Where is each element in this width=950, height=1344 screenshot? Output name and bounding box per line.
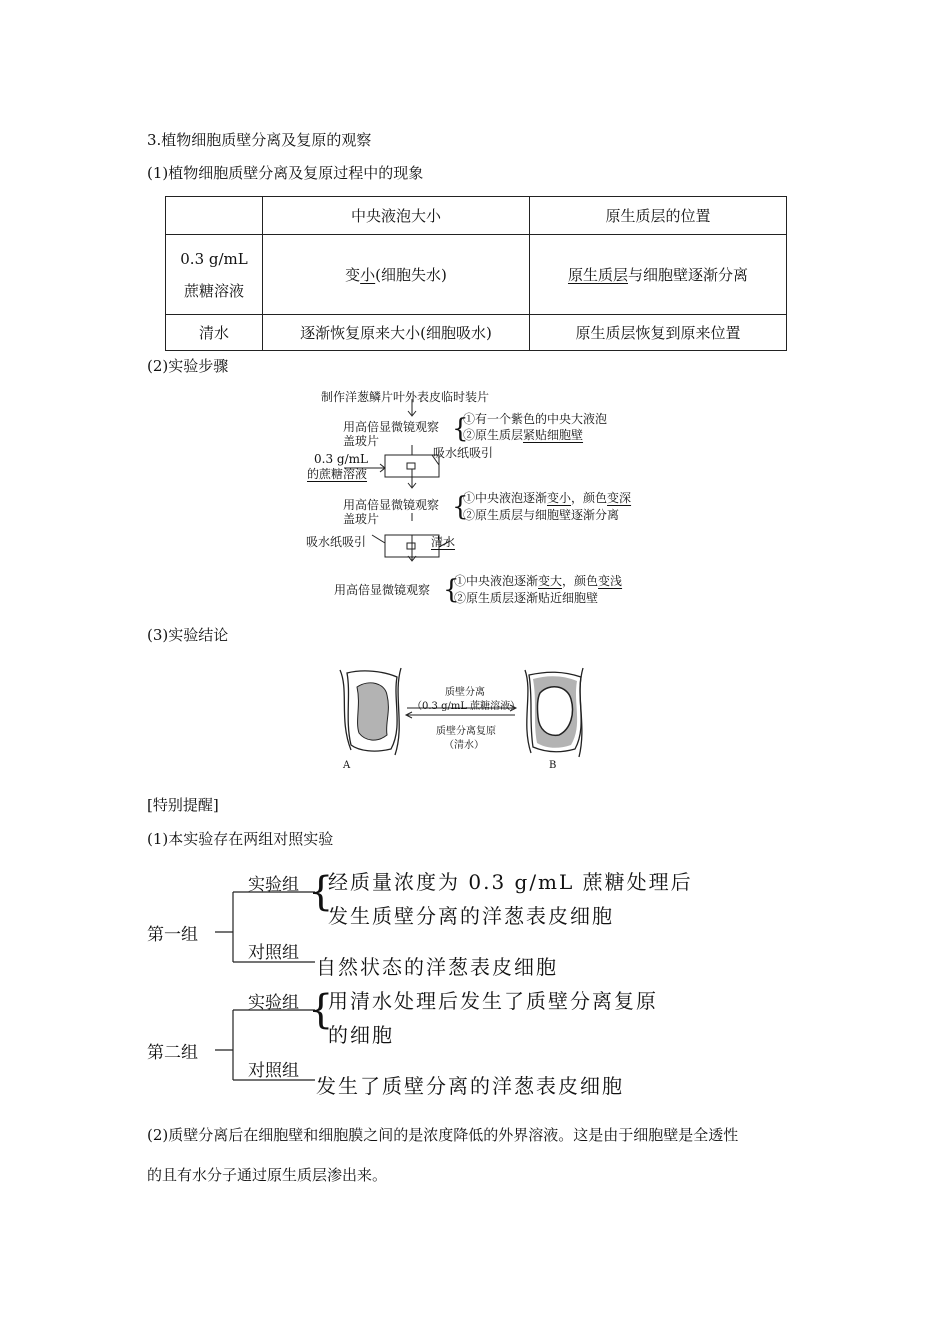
flow-sucrose-2: 的蔗糖溶液 — [307, 467, 368, 481]
flow-obs2-a-mid: ，颜色 — [571, 491, 608, 505]
flow-absorb-left: 吸水纸吸引 — [306, 535, 367, 549]
row1-label-line2: 蔗糖溶液 — [183, 281, 244, 300]
subsection-1-title: (1)植物细胞质壁分离及复原过程中的现象 — [147, 164, 424, 182]
group-1-experimental-line2: 发生质壁分离的洋葱表皮细胞 — [328, 904, 614, 928]
row1-vacuole — [263, 235, 530, 315]
conclusion-label-a: A — [343, 760, 351, 771]
group-2-experimental-line1: 用清水处理后发生了质壁分离复原 — [328, 989, 658, 1013]
row1-position-post: 与细胞壁逐渐分离 — [628, 266, 749, 284]
flow-observe-2: 用高倍显微镜观察 — [343, 498, 440, 512]
row2-position: 原生质层恢复到原来位置 — [530, 315, 787, 351]
reminder-2-line2: 的且有水分子通过原生质层渗出来。 — [147, 1166, 388, 1184]
flow-obs2-a-underlined-1: 变小 — [547, 491, 572, 505]
flow-obs3-a-underlined-1: 变大 — [538, 574, 563, 588]
flow-obs1-b — [463, 428, 583, 443]
conclusion-top-2: （0.3 g/mL 蔗糖溶液） — [412, 701, 521, 712]
flow-observe-1: 用高倍显微镜观察 — [343, 420, 440, 434]
group-1-experimental: 实验组 — [248, 875, 299, 895]
table-header-position: 原生质层的位置 — [530, 197, 787, 235]
flow-obs1-a: ①有一个紫色的中央大液泡 — [463, 412, 608, 426]
flow-observe-3: 用高倍显微镜观察 — [334, 583, 431, 597]
conclusion-bottom-1: 质壁分离复原 — [436, 726, 496, 737]
special-reminder: [特别提醒] — [147, 796, 219, 814]
brace-icon: { — [452, 492, 469, 522]
row1-position — [530, 235, 787, 315]
table-header-vacuole: 中央液泡大小 — [263, 197, 530, 235]
row1-vacuole-post: (细胞失水) — [375, 266, 447, 284]
row1-vacuole-underlined: 小 — [360, 266, 376, 284]
subsection-2-title: (2)实验步骤 — [147, 357, 229, 375]
row1-label — [166, 235, 263, 315]
group-2-control-text: 发生了质壁分离的洋葱表皮细胞 — [316, 1074, 624, 1098]
group-2-experimental-line2: 的细胞 — [328, 1023, 394, 1047]
flow-obs3-b: ②原生质层逐渐贴近细胞壁 — [454, 591, 599, 605]
conclusion-bottom-2: （清水） — [444, 740, 484, 751]
flow-obs1-b-pre: ②原生质层 — [463, 428, 524, 442]
conclusion-top-1: 质壁分离 — [445, 687, 485, 698]
row1-label-line1: 0.3 g/mL — [180, 249, 248, 268]
group-1: 第一组 — [147, 925, 198, 945]
flow-obs3-a-underlined-2: 变浅 — [598, 574, 623, 588]
flow-step-make-slide: 制作洋葱鳞片叶外表皮临时装片 — [321, 390, 490, 404]
group-1-control: 对照组 — [248, 943, 299, 963]
group-2-control: 对照组 — [248, 1061, 299, 1081]
row1-vacuole-pre: 变 — [345, 266, 361, 284]
flow-obs3-a-pre: ①中央液泡逐渐 — [454, 574, 539, 588]
group-1-experimental-line1: 经质量浓度为 0.3 g/mL 蔗糖处理后 — [328, 870, 693, 894]
reminder-1: (1)本实验存在两组对照实验 — [147, 830, 334, 848]
group-2: 第二组 — [147, 1043, 198, 1063]
flow-obs2-b: ②原生质层与细胞壁逐渐分离 — [463, 508, 620, 522]
section-title: 3.植物细胞质壁分离及复原的观察 — [147, 131, 372, 149]
table-header-empty — [166, 197, 263, 235]
brace-icon: { — [443, 575, 460, 605]
flow-absorb-right: 吸水纸吸引 — [433, 446, 494, 460]
flow-obs3-a — [454, 574, 622, 589]
cell-b-protoplast — [537, 687, 572, 736]
cell-a-shrunken-protoplast — [357, 683, 388, 740]
phenomena-table — [165, 196, 787, 351]
conclusion-label-b: B — [549, 760, 557, 771]
row2-label: 清水 — [166, 315, 263, 351]
brace-icon: { — [308, 987, 334, 1033]
subsection-3-title: (3)实验结论 — [147, 626, 229, 644]
row1-position-underlined: 原生质层 — [567, 266, 628, 284]
flow-obs3-a-mid: ，颜色 — [562, 574, 599, 588]
flow-sucrose-1: 0.3 g/mL — [314, 452, 368, 466]
group-1-control-text: 自然状态的洋葱表皮细胞 — [316, 955, 558, 979]
flow-cover-slip-2: 盖玻片 — [343, 512, 380, 526]
reminder-2-line1: (2)质壁分离后在细胞壁和细胞膜之间的是浓度降低的外界溶液。这是由于细胞壁是全透性 — [147, 1126, 739, 1144]
flow-obs2-a — [463, 491, 631, 506]
group-2-experimental: 实验组 — [248, 993, 299, 1013]
flow-water: 清水 — [431, 535, 456, 549]
flow-obs2-a-underlined-2: 变深 — [607, 491, 632, 505]
row2-vacuole: 逐渐恢复原来大小(细胞吸水) — [263, 315, 530, 351]
brace-icon: { — [308, 869, 334, 915]
brace-icon: { — [452, 414, 469, 444]
flow-obs2-a-pre: ①中央液泡逐渐 — [463, 491, 548, 505]
groups-bracket-lines — [140, 860, 840, 1100]
flow-obs1-b-underlined: 紧贴细胞壁 — [523, 428, 584, 442]
flow-cover-slip-1: 盖玻片 — [343, 434, 380, 448]
